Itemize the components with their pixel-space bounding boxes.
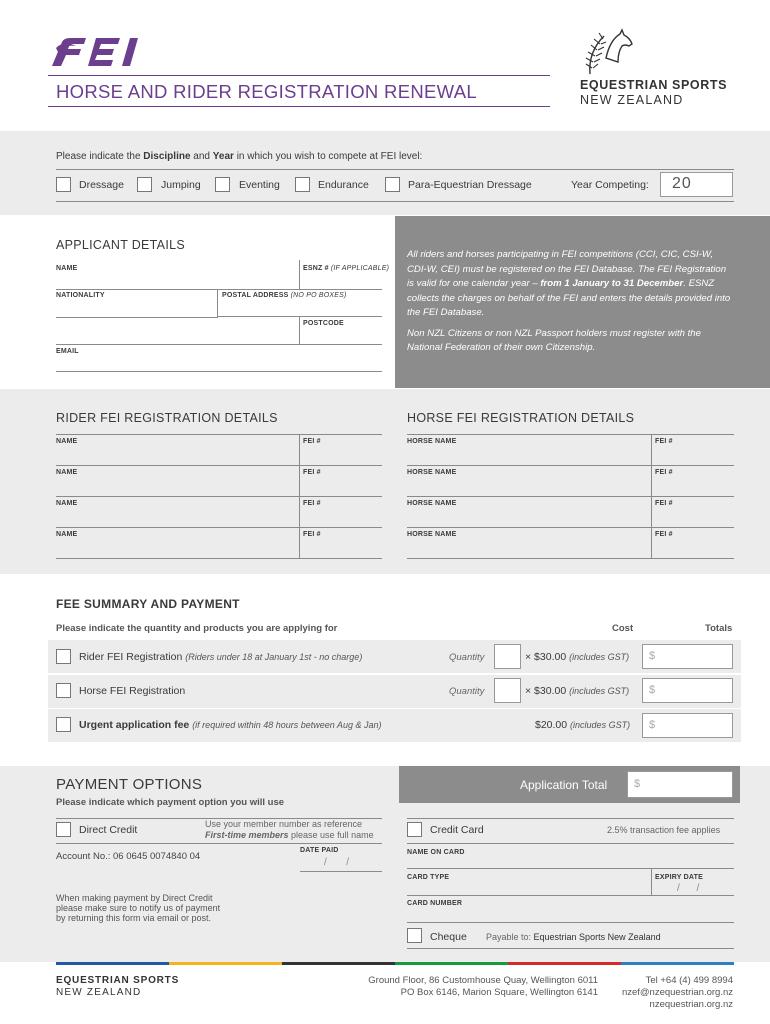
- discipline-prompt: Please indicate the Discipline and Year in which you wish to compete at FEI level:: [56, 151, 423, 162]
- eventing-label: Eventing: [239, 179, 280, 191]
- reference-note-line2: First-time members please use full name: [205, 830, 374, 840]
- horse-row-field[interactable]: [407, 465, 734, 466]
- email-label: EMAIL: [56, 348, 79, 355]
- esnz-number-label: ESNZ # (IF APPLICABLE): [303, 265, 390, 272]
- applicant-details-title: APPLICANT DETAILS: [56, 238, 185, 252]
- horse-fee-total[interactable]: $: [642, 678, 733, 703]
- rider-row-field[interactable]: [56, 496, 382, 497]
- postcode-field[interactable]: [56, 344, 382, 345]
- jumping-label: Jumping: [161, 179, 201, 191]
- horse-row-field[interactable]: [407, 527, 734, 528]
- horse-fei-label: FEI #: [655, 438, 673, 445]
- horse-name-label: HORSE NAME: [407, 469, 457, 476]
- payment-options-subtitle: Please indicate which payment option you will use: [56, 797, 285, 808]
- name-on-card-field[interactable]: [407, 868, 734, 869]
- esnz-name-line1: EQUESTRIAN SPORTS: [580, 78, 728, 92]
- date-paid-slashes: / /: [324, 857, 350, 868]
- nationality-label: NATIONALITY: [56, 292, 105, 299]
- email-field[interactable]: [56, 371, 382, 372]
- rider-fei-label: FEI #: [303, 469, 321, 476]
- fei-logo: [48, 36, 158, 68]
- cheque-label: Cheque: [430, 931, 467, 943]
- esnz-logo: [580, 28, 740, 108]
- rider-fei-label: FEI #: [303, 531, 321, 538]
- year-competing-label: Year Competing:: [571, 179, 649, 191]
- horse-fei-label: FEI #: [655, 531, 673, 538]
- card-type-field[interactable]: [407, 895, 734, 896]
- horse-fee-price: × $30.00 (includes GST): [525, 685, 630, 697]
- urgent-fee-price: $20.00 (includes GST): [535, 719, 631, 731]
- direct-credit-note-line2: please make sure to notify us of payment: [56, 903, 221, 913]
- date-paid-label: DATE PAID: [300, 847, 339, 854]
- footer-web[interactable]: nzequestrian.org.nz: [649, 999, 733, 1010]
- direct-credit-note-line3: by returning this form via email or post.: [56, 913, 212, 923]
- expiry-date-label: EXPIRY DATE: [655, 874, 703, 881]
- card-number-label: CARD NUMBER: [407, 900, 463, 907]
- para-equestrian-checkbox[interactable]: [385, 177, 400, 192]
- endurance-checkbox[interactable]: [295, 177, 310, 192]
- rider-quantity-label: Quantity: [449, 652, 485, 663]
- direct-credit-note-line1: When making payment by Direct Credit: [56, 893, 213, 903]
- horse-row-field[interactable]: [407, 558, 734, 559]
- horse-registration-title: HORSE FEI REGISTRATION DETAILS: [407, 411, 635, 425]
- rider-row-field[interactable]: [56, 527, 382, 528]
- discipline-section: [0, 131, 770, 215]
- date-paid-field[interactable]: [300, 871, 382, 872]
- credit-card-checkbox[interactable]: [407, 822, 422, 837]
- rider-row-field[interactable]: [56, 558, 382, 559]
- postal-address-field[interactable]: [218, 316, 382, 317]
- footer-tel: Tel +64 (4) 499 8994: [645, 975, 733, 986]
- rider-fee-checkbox[interactable]: [56, 649, 71, 664]
- fee-summary-subtitle: Please indicate the quantity and products you are applying for: [56, 623, 338, 634]
- payment-options-title: PAYMENT OPTIONS: [56, 776, 203, 793]
- para-equestrian-label: Para-Equestrian Dressage: [408, 179, 532, 191]
- application-total-input[interactable]: $: [627, 771, 733, 798]
- nationality-field[interactable]: [56, 317, 218, 318]
- horse-name-label: HORSE NAME: [407, 500, 457, 507]
- reference-note-line1: Use your member number as reference: [205, 819, 363, 829]
- postal-address-label: POSTAL ADDRESS (NO PO BOXES): [222, 292, 347, 299]
- fei-info-paragraph-2: Non NZL Citizens or non NZL Passport holders must register with the National Federation of their own Citizenship.: [407, 327, 701, 353]
- year-competing-input[interactable]: 20: [660, 172, 733, 197]
- card-type-label: CARD TYPE: [407, 874, 450, 881]
- eventing-checkbox[interactable]: [215, 177, 230, 192]
- rider-quantity-input[interactable]: [494, 644, 521, 669]
- endurance-label: Endurance: [318, 179, 369, 191]
- jumping-checkbox[interactable]: [137, 177, 152, 192]
- rider-name-label: NAME: [56, 500, 78, 507]
- urgent-fee-label: Urgent application fee (if required within 48 hours between Aug & Jan): [79, 719, 382, 731]
- expiry-slashes: / /: [677, 883, 700, 894]
- rider-fee-price: × $30.00 (includes GST): [525, 651, 630, 663]
- card-number-field[interactable]: [407, 922, 734, 923]
- account-number: Account No.: 06 0645 0074840 04: [56, 851, 201, 862]
- rider-fei-label: FEI #: [303, 438, 321, 445]
- rider-row-field[interactable]: [56, 465, 382, 466]
- horse-quantity-label: Quantity: [449, 686, 485, 697]
- horse-quantity-input[interactable]: [494, 678, 521, 703]
- credit-card-label: Credit Card: [430, 824, 484, 836]
- fee-summary-title: FEE SUMMARY AND PAYMENT: [56, 597, 240, 611]
- dressage-checkbox[interactable]: [56, 177, 71, 192]
- fern-horse-icon: [584, 28, 636, 76]
- horse-fei-label: FEI #: [655, 500, 673, 507]
- rider-fee-total[interactable]: $: [642, 644, 733, 669]
- urgent-fee-checkbox[interactable]: [56, 717, 71, 732]
- postcode-label: POSTCODE: [303, 320, 344, 327]
- footer-email[interactable]: nzef@nzequestrian.org.nz: [621, 987, 733, 998]
- cheque-checkbox[interactable]: [407, 928, 422, 943]
- name-on-card-label: NAME ON CARD: [407, 849, 465, 856]
- footer-color-stripe: [56, 962, 734, 965]
- form-title: HORSE AND RIDER REGISTRATION RENEWAL: [56, 81, 477, 102]
- cost-header: Cost: [612, 623, 634, 634]
- horse-fee-label: Horse FEI Registration: [79, 685, 186, 697]
- urgent-fee-total[interactable]: $: [642, 713, 733, 738]
- rider-fei-label: FEI #: [303, 500, 321, 507]
- horse-fee-checkbox[interactable]: [56, 683, 71, 698]
- direct-credit-checkbox[interactable]: [56, 822, 71, 837]
- footer-address: Ground Floor, 86 Customhouse Quay, Wellington 6011 PO Box 6146, Marion Square, Wellington 6141: [368, 975, 598, 998]
- horse-fei-label: FEI #: [655, 469, 673, 476]
- rider-fee-label: Rider FEI Registration (Riders under 18 at January 1st - no charge): [79, 651, 363, 663]
- application-total-label: Application Total: [520, 778, 608, 792]
- applicant-name-field[interactable]: [56, 289, 382, 290]
- payable-to: Payable to: Equestrian Sports New Zealand: [486, 932, 661, 942]
- fei-info-panel: [395, 216, 770, 388]
- totals-header: Totals: [705, 623, 733, 634]
- horse-name-label: HORSE NAME: [407, 438, 457, 445]
- esnz-name-line2: NEW ZEALAND: [580, 93, 684, 107]
- footer-org-line2: NEW ZEALAND: [56, 987, 142, 998]
- horse-row-field[interactable]: [407, 496, 734, 497]
- footer-org-line1: EQUESTRIAN SPORTS: [56, 975, 180, 986]
- rider-name-label: NAME: [56, 438, 78, 445]
- rider-registration-title: RIDER FEI REGISTRATION DETAILS: [56, 411, 278, 425]
- applicant-name-label: NAME: [56, 265, 78, 272]
- direct-credit-label: Direct Credit: [79, 824, 138, 836]
- rider-name-label: NAME: [56, 531, 78, 538]
- rider-name-label: NAME: [56, 469, 78, 476]
- dressage-label: Dressage: [79, 179, 124, 191]
- cc-fee-note: 2.5% transaction fee applies: [607, 825, 721, 835]
- footer-contact: [590, 975, 733, 1011]
- fei-info-paragraph-1: All riders and horses participating in FEI competitions (CCI, CIC, CSI-W, CDI-W, CEI) must be registered on the FEI Database. The FEI Registration is valid for one calendar year – from 1 January to 31 December. ESNZ collects the charges on behalf of the FEI and enters the details provided into the FEI Database.: [407, 249, 731, 318]
- fei-logo-mark: [48, 36, 158, 68]
- horse-name-label: HORSE NAME: [407, 531, 457, 538]
